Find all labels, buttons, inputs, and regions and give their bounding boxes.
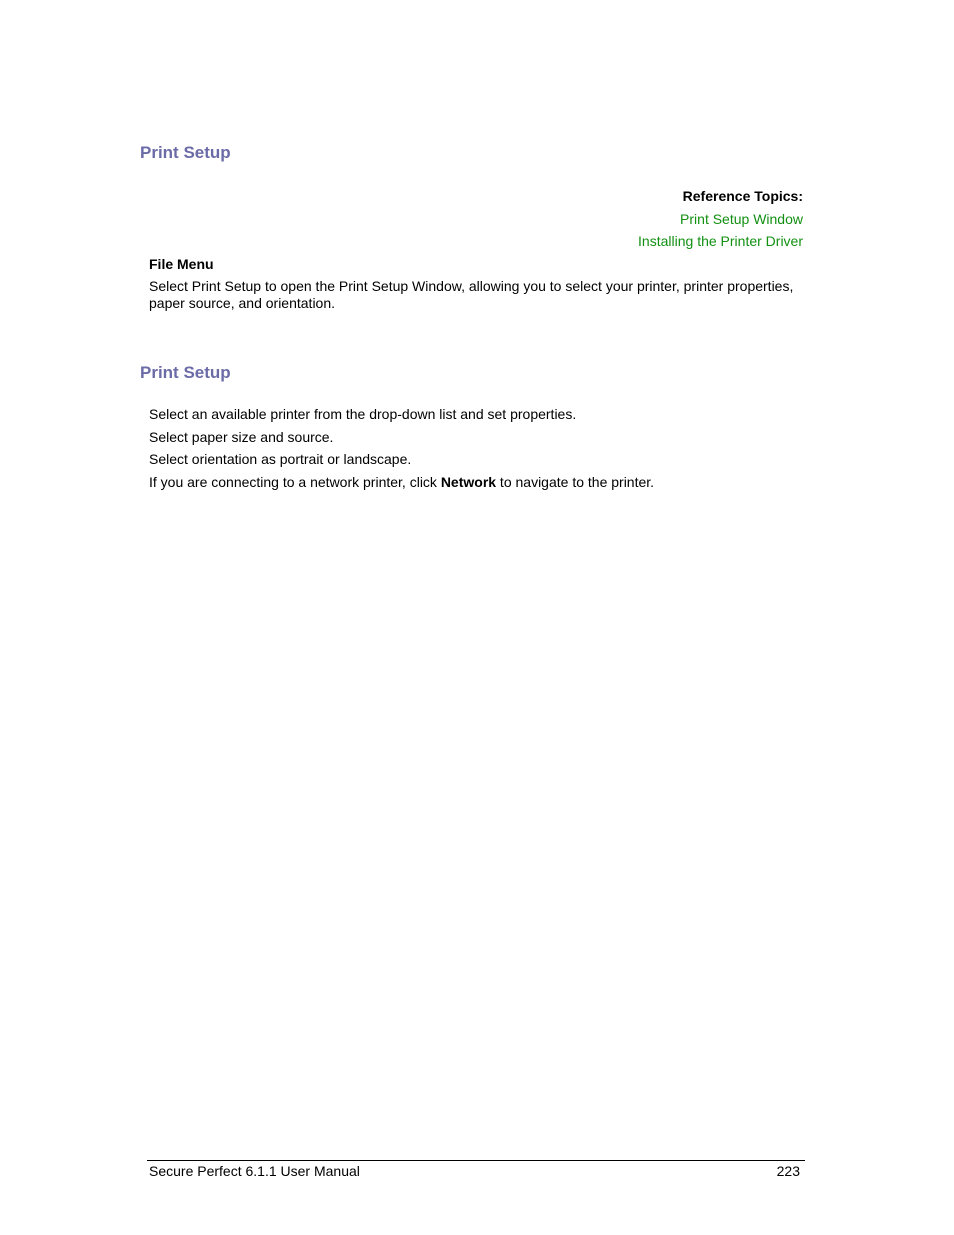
footer-page-number: 223 xyxy=(776,1163,800,1179)
network-step-text-before: If you are connecting to a network printer, click xyxy=(149,473,441,490)
footer-divider xyxy=(147,1160,805,1161)
step-network-printer xyxy=(149,471,809,494)
network-step-text-after: to navigate to the printer. xyxy=(496,473,655,490)
section-title-print-setup: Print Setup xyxy=(140,143,231,162)
section-title-print-setup-2: Print Setup xyxy=(140,363,231,382)
footer-manual-title: Secure Perfect 6.1.1 User Manual xyxy=(149,1163,360,1179)
link-print-setup-window[interactable]: Print Setup Window xyxy=(680,210,803,227)
reference-topics-title: Reference Topics: xyxy=(682,188,803,204)
file-menu-title: File Menu xyxy=(149,256,214,272)
print-setup-steps xyxy=(149,403,809,493)
link-installing-printer-driver[interactable]: Installing the Printer Driver xyxy=(638,233,803,249)
step-paper-size: Select paper size and source. xyxy=(149,428,334,445)
step-select-printer: Select an available printer from the drop-down list and set properties. xyxy=(149,406,577,422)
network-keyword: Network xyxy=(440,473,497,490)
reference-topics xyxy=(638,185,803,253)
file-menu-description: Select Print Setup to open the Print Setup Window, allowing you to select your printer, printer properties, paper source, and orientation. xyxy=(149,278,794,311)
step-orientation: Select orientation as portrait or landscape. xyxy=(149,451,412,467)
